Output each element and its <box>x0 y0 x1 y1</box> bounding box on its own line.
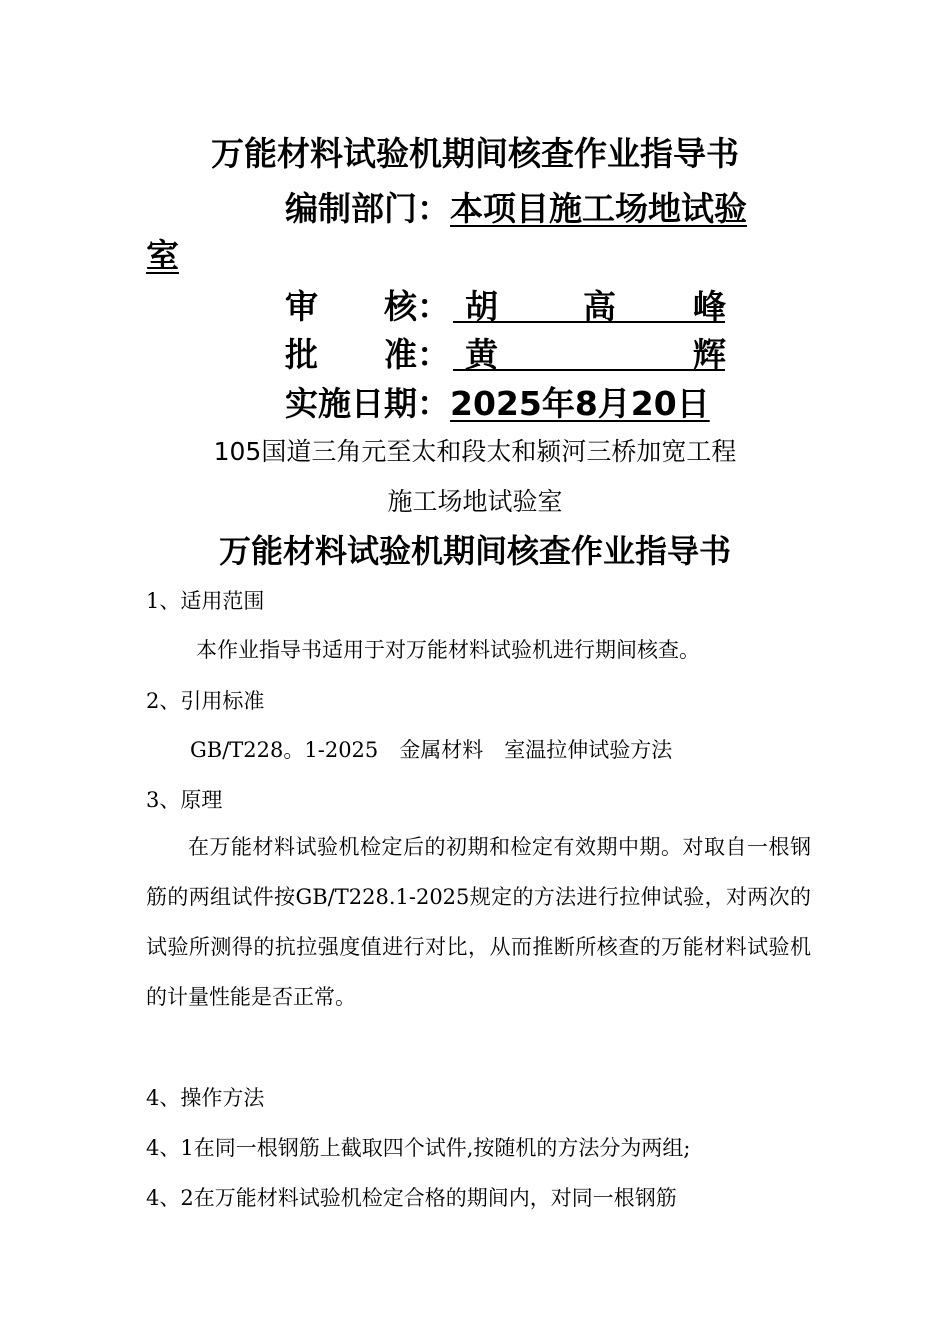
section-4-2: 4、2在万能材料试验机检定合格的期间内，对同一根钢筋 <box>146 1186 677 1210</box>
approve-value <box>453 329 726 374</box>
date-value: 2025年8月20日 <box>450 384 710 423</box>
section-2-heading: 2、引用标准 <box>146 689 265 713</box>
date-label: 实施日期： <box>285 384 450 423</box>
dept-label: 编制部门： <box>285 189 450 228</box>
review-char: 峰 <box>693 287 726 326</box>
review-label: 审 核： <box>285 287 450 326</box>
review-row <box>285 281 725 325</box>
section-2-text: GB/T228。1-2025 金属材料 室温拉伸试验方法 <box>190 738 673 762</box>
document-title: 万能材料试验机期间核查作业指导书 <box>218 532 731 570</box>
section-1-text: 本作业指导书适用于对万能材料试验机进行期间核查。 <box>196 638 700 662</box>
review-char: 胡 <box>465 287 498 326</box>
approve-char: 辉 <box>693 335 726 374</box>
section-4-1: 4、1在同一根钢筋上截取四个试件,按随机的方法分为两组; <box>146 1136 691 1160</box>
approve-label: 批 准： <box>285 335 450 374</box>
approve-char: 黄 <box>465 335 498 374</box>
dept-value: 本项目施工场地试验 <box>450 189 747 228</box>
section-3-heading: 3、原理 <box>146 788 223 812</box>
section-1-heading: 1、适用范围 <box>146 589 265 613</box>
review-char: 高 <box>583 287 616 326</box>
cover-title: 万能材料试验机期间核查作业指导书 <box>211 134 739 173</box>
project-name: 105国道三角元至太和段太和颍河三桥加宽工程 <box>213 437 737 466</box>
date-line <box>285 378 710 425</box>
section-3-text: 在万能材料试验机检定后的初期和检定有效期中期。对取自一根钢筋的两组试件按GB/T228.1-2025规定的方法进行拉伸试验，对两次的试验所测得的抗拉强度值进行对比，从而推断所核查的万能材料试验机的计量性能是否正常。 <box>146 835 811 1009</box>
lab-name: 施工场地试验室 <box>387 487 563 516</box>
review-value <box>453 281 726 326</box>
approve-row <box>285 329 725 373</box>
section-4-heading: 4、操作方法 <box>146 1086 265 1110</box>
dept-line <box>285 183 747 230</box>
dept-value-cont: 室 <box>146 236 179 275</box>
